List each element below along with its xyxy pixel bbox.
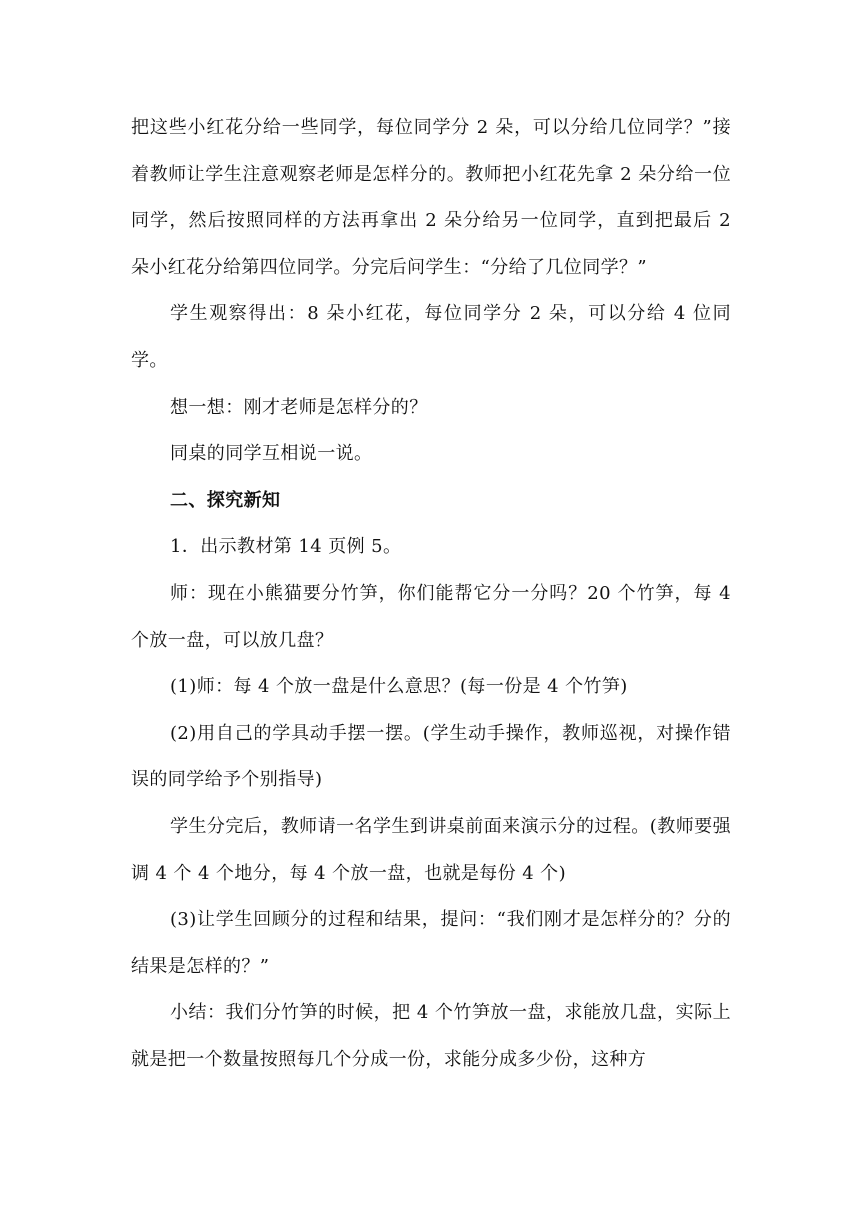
paragraph-example: 1．出示教材第 14 页例 5。 xyxy=(170,536,402,558)
paragraph-demonstration: 学生分完后，教师请一名学生到讲桌前面来演示分的过程。(教师要强调 4 个 4 个地分，每 4 个放一盘，也就是每份 4 个) xyxy=(131,815,731,884)
paragraph-think: 想一想：刚才老师是怎样分的？ xyxy=(170,396,428,418)
paragraph-discuss: 同桌的同学互相说一说。 xyxy=(170,443,373,465)
paragraph-observation: 学生观察得出：8 朵小红花，每位同学分 2 朵，可以分给 4 位同学。 xyxy=(131,303,731,371)
paragraph-continuation: 把这些小红花分给一些同学，每位同学分 2 朵，可以分给几位同学？”接着教师让学生注意观察老师是怎样分的。教师把小红花先拿 2 朵分给一位同学，然后按照同样的方法再拿出 2 朵分给另一位同学，直到把最后 2 朵小红花分给第四位同学。分完后问学生：“分给了几位同学？” xyxy=(131,117,731,278)
paragraph-step-2: (2)用自己的学具动手摆一摆。(学生动手操作，教师巡视，对操作错误的同学给予个别指导) xyxy=(131,722,731,791)
paragraph-step-3: (3)让学生回顾分的过程和结果，提问：“我们刚才是怎样分的？分的结果是怎样的？” xyxy=(131,909,731,977)
section-heading: 二、探究新知 xyxy=(170,489,281,511)
paragraph-summary: 小结：我们分竹笋的时候，把 4 个竹笋放一盘，求能放几盘，实际上就是把一个数量按照每几个分成一份，求能分成多少份，这种方 xyxy=(131,1002,731,1070)
paragraph-step-1: (1)师：每 4 个放一盘是什么意思？(每一份是 4 个竹笋) xyxy=(170,676,628,698)
paragraph-teacher-question: 师：现在小熊猫要分竹笋，你们能帮它分一分吗？20 个竹笋，每 4 个放一盘，可以放几盘？ xyxy=(131,582,731,651)
document-body xyxy=(131,105,731,1083)
